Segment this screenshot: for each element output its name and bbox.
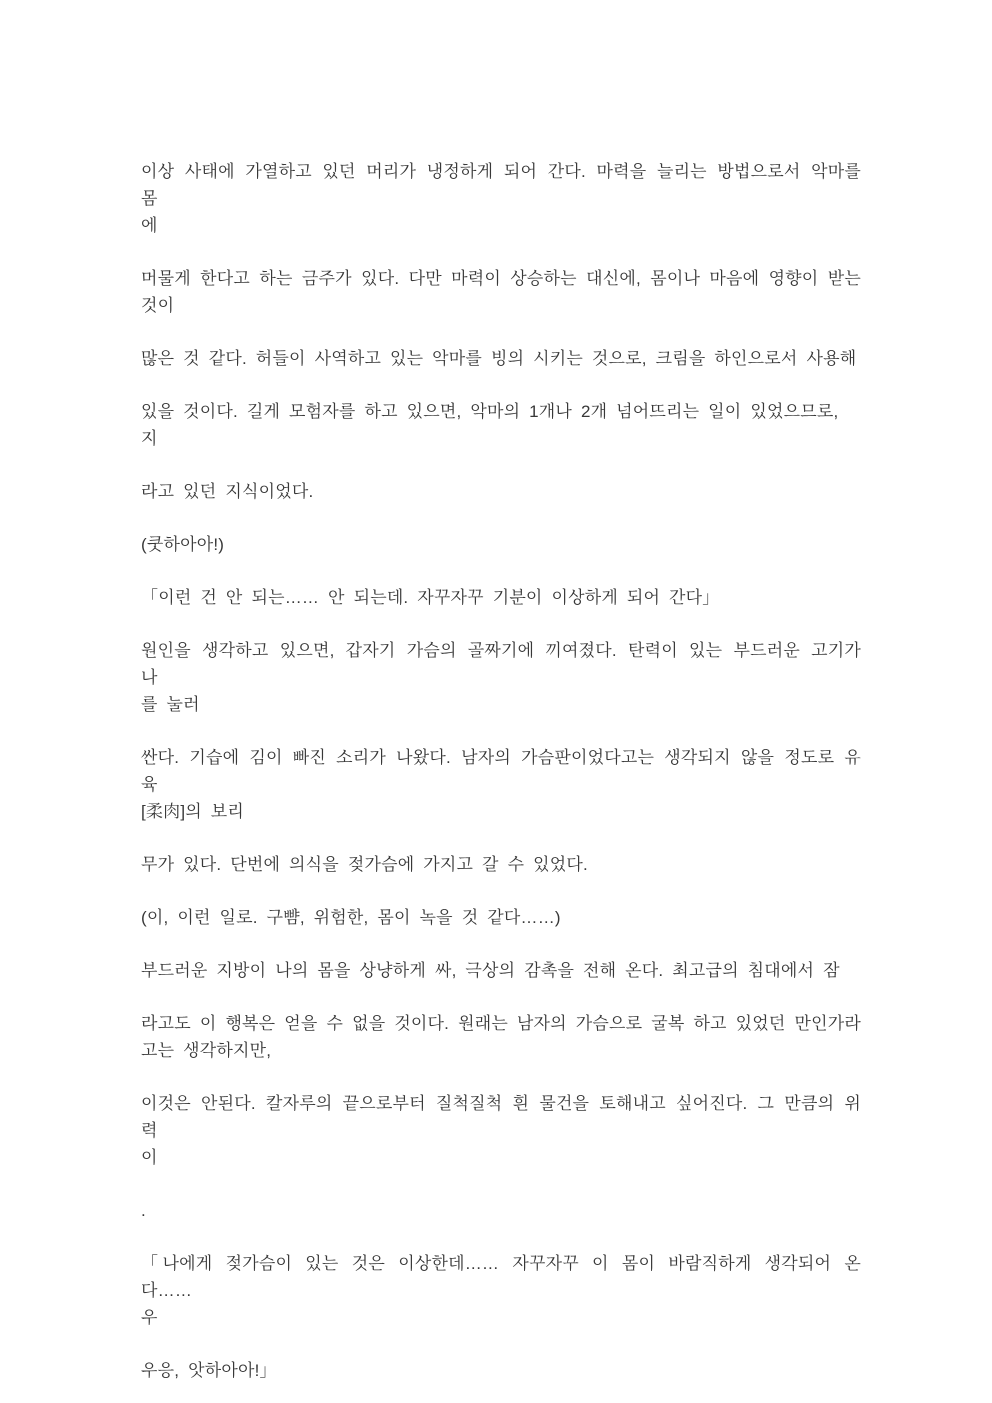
paragraph-line: 많은 것 같다. 허들이 사역하고 있는 악마를 빙의 시키는 것으로, 크림을 하인으로서 사용해 [141, 349, 857, 368]
paragraph-line: 고는 생각하지만, [141, 1041, 272, 1060]
paragraph-line: 부드러운 지방이 나의 몸을 상냥하게 싸, 극상의 감촉을 전해 온다. 최고급의 침대에서 잠 [141, 961, 840, 980]
paragraph-line: 싼다. 기습에 김이 빠진 소리가 나왔다. 남자의 가슴판이었다고는 생각되지 않을 정도로 유육 [141, 748, 861, 794]
paragraph [141, 478, 861, 505]
paragraph-line: 「나에게 젖가슴이 있는 것은 이상한데…… 자꾸자꾸 이 몸이 바람직하게 생각되어 온다…… [141, 1254, 861, 1300]
paragraph-line: . [141, 1201, 146, 1220]
paragraph [141, 398, 861, 452]
paragraph [141, 1250, 861, 1331]
paragraph-line: 라고 있던 지식이었다. [141, 482, 314, 501]
paragraph [141, 265, 861, 319]
paragraph-line: [柔肉]의 보리 [141, 802, 245, 821]
paragraph [141, 584, 861, 611]
paragraph-line: 이것은 안된다. 칼자루의 끝으로부터 질척질척 흰 물건을 토해내고 싶어진다. 그 만큼의 위력 [141, 1094, 861, 1140]
paragraph-line: 우응, 앗하아아!」 [141, 1361, 277, 1380]
paragraph-line: 무가 있다. 단번에 의식을 젖가슴에 가지고 갈 수 있었다. [141, 855, 588, 874]
paragraph [141, 637, 861, 718]
paragraph-line: 이 [141, 1148, 158, 1167]
paragraph [141, 345, 861, 372]
paragraph [141, 1197, 861, 1224]
paragraph [141, 851, 861, 878]
paragraph [141, 904, 861, 931]
paragraph-line: 머물게 한다고 하는 금주가 있다. 다만 마력이 상승하는 대신에, 몸이나 마음에 영향이 받는 [141, 269, 861, 288]
paragraph [141, 1090, 861, 1171]
paragraph [141, 957, 861, 984]
paragraph [141, 1357, 861, 1384]
paragraph-line: 것이 [141, 296, 175, 315]
paragraph [141, 1010, 861, 1064]
paragraph-line: 원인을 생각하고 있으면, 갑자기 가슴의 골짜기에 끼여졌다. 탄력이 있는 부드러운 고기가 나 [141, 641, 861, 687]
document-body [141, 158, 861, 1384]
paragraph [141, 158, 861, 239]
paragraph-line: 있을 것이다. 길게 모험자를 하고 있으면, 악마의 1개나 2개 넘어뜨리는 일이 있었으므로, 지 [141, 402, 839, 448]
paragraph-line: 를 눌러 [141, 695, 200, 714]
paragraph-line: 「이런 건 안 되는…… 안 되는데. 자꾸자꾸 기분이 이상하게 되어 간다」 [141, 588, 720, 607]
paragraph-line: (쿳하아아!) [141, 535, 225, 554]
paragraph [141, 531, 861, 558]
paragraph [141, 744, 861, 825]
paragraph-line: 에 [141, 216, 158, 235]
paragraph-line: (이, 이런 일로. 구뺨, 위험한, 몸이 녹을 것 같다……) [141, 908, 561, 927]
paragraph-line: 이상 사태에 가열하고 있던 머리가 냉정하게 되어 간다. 마력을 늘리는 방법으로서 악마를 몸 [141, 162, 861, 208]
paragraph-line: 우 [141, 1308, 158, 1327]
paragraph-line: 라고도 이 행복은 얻을 수 없을 것이다. 원래는 남자의 가슴으로 굴복 하고 있었던 만인가라 [141, 1014, 861, 1033]
